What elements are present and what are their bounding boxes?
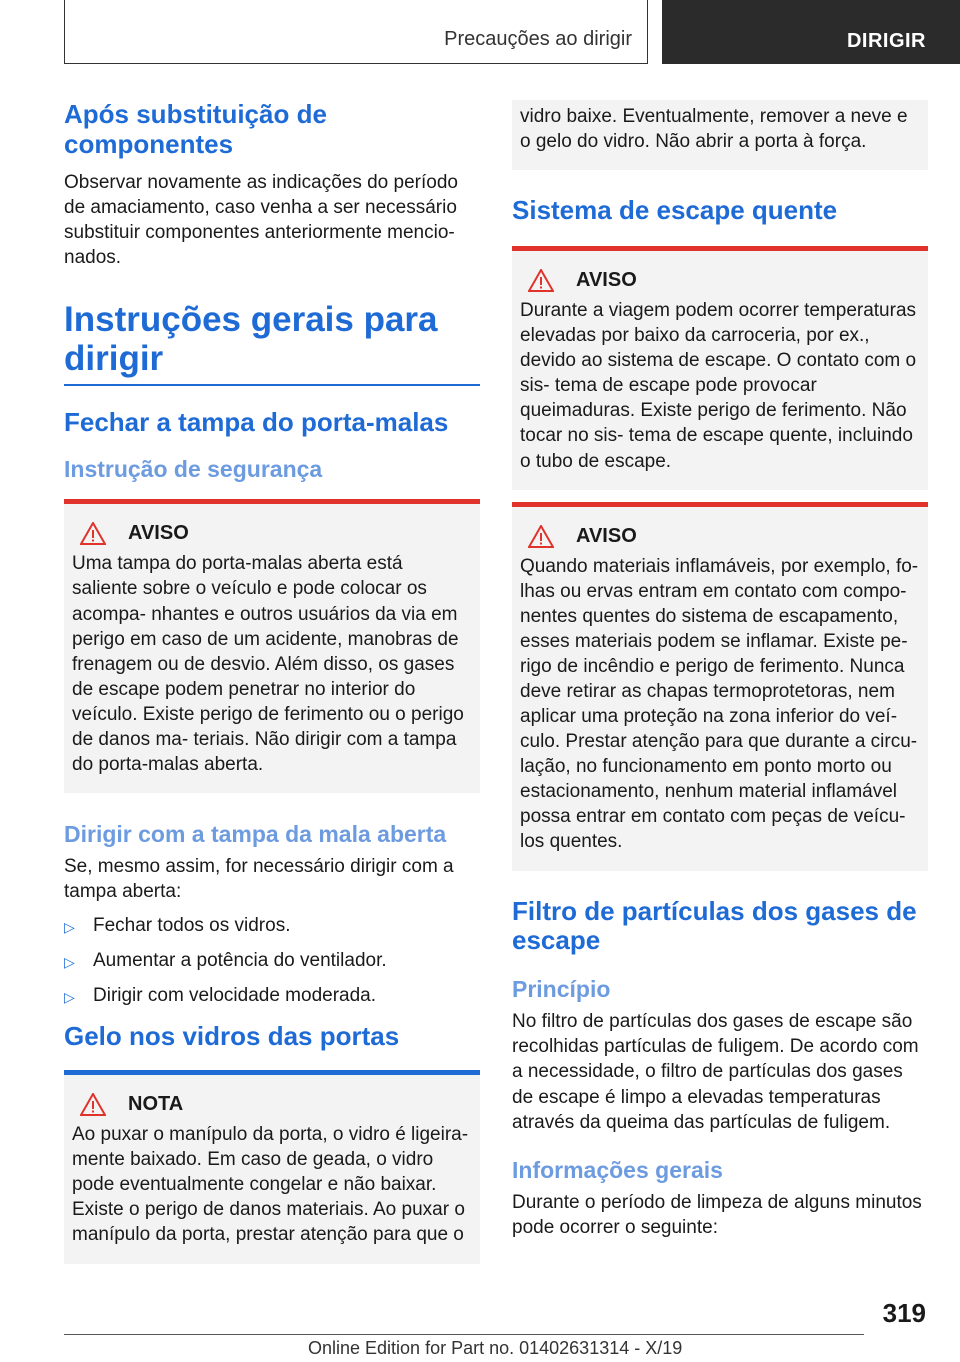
warning-label: AVISO	[128, 522, 189, 545]
after-replacement-heading: Após substituição de componentes	[64, 99, 327, 159]
warning-box-flammable	[512, 502, 928, 871]
warning-text: Quando materiais inflamáveis, por exemplo, fo- lhas ou ervas entram em contato com compo- nentes quentes do sistema de escapamento, esses materiais podem se inflamar. Existe pe- rigo de incêndio e perigo de ferimento. Nunca deve retirar as chapas termoprotetoras, nem aplicar uma proteção na zona inferior do veí- culo. Prestar atenção para que durante a circu- lação, no funcionamento em ponto morto ou estacionamento, nenhum material inflamável possa entrar em contato com peças de veícu- los quentes.	[520, 555, 919, 853]
exhaust-heading: Sistema de escape quente	[512, 195, 838, 226]
principle-text: No filtro de partículas dos gases de escape são recolhidas partículas de fuligem. De acordo com a necessidade, o filtro de partículas dos gases de escape é limpo a elevadas temperaturas através da queima das partículas de fuligem.	[512, 1011, 919, 1133]
open-trunk-heading: Dirigir com a tampa da mala aberta	[64, 821, 447, 848]
warning-label: AVISO	[576, 269, 637, 292]
triangle-bullet-icon: ▷	[64, 919, 75, 936]
warning-triangle-icon	[80, 1093, 106, 1116]
list-item: ▷ Aumentar a potência do ventilador.	[64, 949, 480, 974]
warning-label: AVISO	[576, 524, 637, 547]
safety-heading: Instrução de segurança	[64, 456, 323, 483]
warning-triangle-icon	[528, 269, 554, 292]
page-number: 319	[882, 1298, 926, 1328]
note-box-continued	[512, 100, 928, 170]
general-info-text: Durante o período de limpeza de alguns minutos pode ocorrer o seguinte:	[512, 1191, 922, 1238]
trunk-heading: Fechar a tampa do porta-malas	[64, 407, 449, 438]
ice-heading: Gelo nos vidros das portas	[64, 1021, 400, 1052]
left-column	[64, 100, 480, 1264]
right-column	[512, 100, 928, 1240]
open-trunk-text: Se, mesmo assim, for necessário dirigir com a tampa aberta:	[64, 856, 454, 903]
warning-box-exhaust	[512, 246, 928, 490]
header-section-title: Precauções ao dirigir	[444, 28, 632, 50]
note-box-ice	[64, 1070, 480, 1263]
filter-heading: Filtro de partículas dos gases de escape	[512, 895, 917, 956]
principle-heading: Princípio	[512, 976, 611, 1003]
triangle-bullet-icon: ▷	[64, 988, 75, 1005]
general-info-heading: Informações gerais	[512, 1156, 723, 1183]
warning-triangle-icon	[80, 522, 106, 545]
general-instructions-heading: Instruções gerais para dirigir	[64, 300, 480, 386]
warning-triangle-icon	[528, 525, 554, 548]
warning-text: Uma tampa do porta-malas aberta está saliente sobre o veículo e pode colocar os acompa- nhantes e outros usuários da via em perigo em caso de um acidente, manobras de frenagem ou de desvio. Além disso, os gases de escape podem penetrar no interior do veículo. Existe perigo de ferimento ou o perigo de danos ma- teriais. Não dirigir com a tampa do porta-malas aberta.	[72, 553, 464, 775]
triangle-bullet-icon: ▷	[64, 953, 75, 970]
edition-footer: Online Edition for Part no. 01402631314 - X/19	[308, 1338, 683, 1358]
after-replacement-text: Observar novamente as indicações do período de amaciamento, caso venha a ser necessário substituir componentes anteriormente mencio- nados.	[64, 171, 458, 269]
note-label: NOTA	[128, 1093, 184, 1116]
warning-text: Durante a viagem podem ocorrer temperaturas elevadas por baixo da carroceria, por ex., devido ao sistema de escape. O contato com o sis- tema de escape pode provocar queimaduras. Existe perigo de ferimento. Não tocar no sis- tema de escape quente, incluindo o tubo de escape.	[520, 300, 917, 472]
footer-divider	[64, 1334, 864, 1335]
note-continued-text: vidro baixe. Eventualmente, remover a neve e o gelo do vidro. Não abrir a porta à força.	[520, 106, 908, 153]
note-text: Ao puxar o manípulo da porta, o vidro é ligeira- mente baixado. Em caso de geada, o vidro pode eventualmente congelar e não baixar. Existe o perigo de danos materiais. Ao puxar o manípulo da porta, prestar atenção para que o	[72, 1124, 469, 1246]
list-item: ▷ Dirigir com velocidade moderada.	[64, 984, 480, 1009]
warning-box-trunk	[64, 499, 480, 793]
header-chapter-tab[interactable]: DIRIGIR	[662, 0, 960, 64]
open-trunk-list	[64, 914, 480, 1008]
list-item: ▷ Fechar todos os vidros.	[64, 914, 480, 939]
